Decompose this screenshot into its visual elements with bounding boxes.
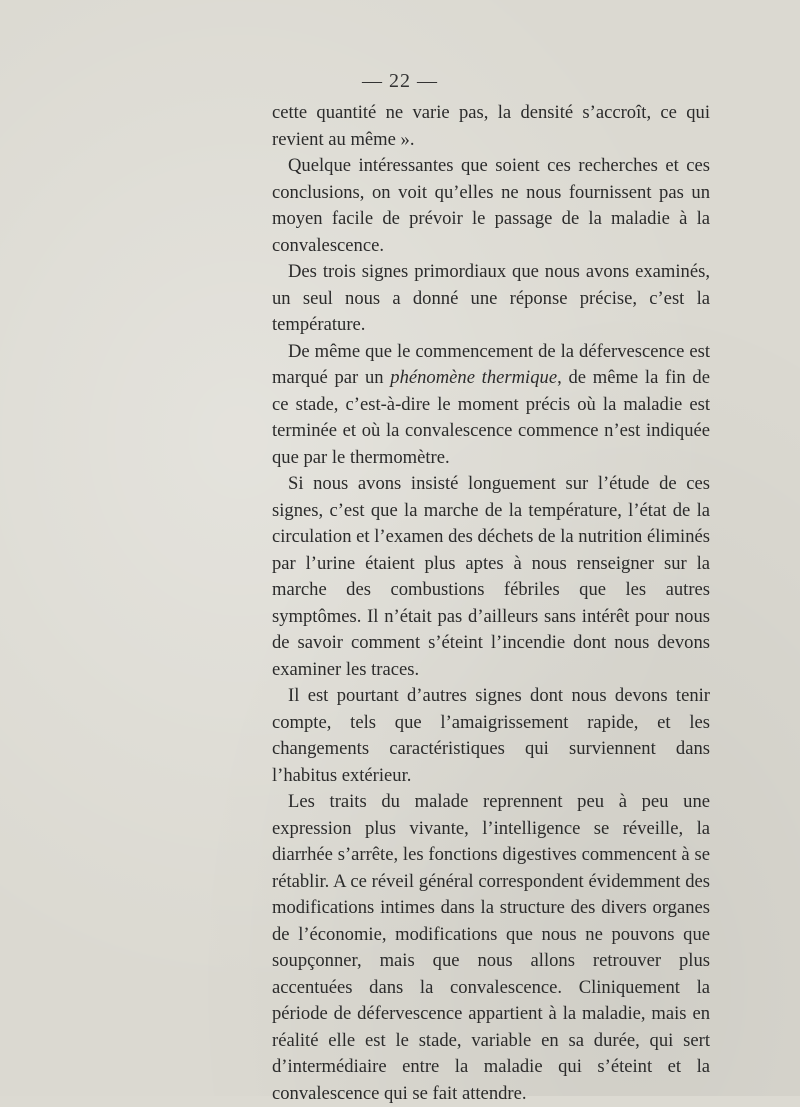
paragraph-3: Des trois signes primordiaux que nous avons examinés, un seul nous a donné une réponse précise, c’est la température. bbox=[272, 261, 710, 335]
paragraph-1-continuation: cette quantité ne varie pas, la densité s’accroît, ce qui revient au même ». bbox=[272, 102, 710, 150]
paragraph-4-after: , de même la fin de ce stade, c’est-à-dire le moment précis où la maladie est terminée et où la convalescence commence n’est indiquée que par le thermomètre. bbox=[272, 367, 710, 468]
body-text bbox=[272, 100, 710, 1107]
paragraph-6: Il est pourtant d’autres signes dont nous devons tenir compte, tels que l’amaigrissement rapide, et les changements caractéristiques qui surviennent dans l’habitus extérieur. bbox=[272, 685, 710, 786]
paragraph-5: Si nous avons insisté longuement sur l’étude de ces signes, c’est que la marche de la température, l’état de la circulation et l’examen des déchets de la nutrition éliminés par l’urine étaient plus aptes à nous renseigner sur la marche des combustions fébriles que les autres symptômes. Il n’était pas d’ailleurs sans intérêt pour nous de savoir comment s’éteint l’incendie dont nous devons examiner les traces. bbox=[272, 473, 710, 680]
page-number: — 22 — bbox=[362, 70, 438, 92]
paragraph-4-before: De même que le commencement de la défervescence est marqué par un bbox=[272, 340, 710, 388]
paragraph-7: Les traits du malade reprennent peu à peu une expression plus vivante, l’intelligence se réveille, la diarrhée s’arrête, les fonctions digestives commencent à se rétablir. A ce réveil général correspondent évidemment des modifications intimes dans la structure des divers organes de l’économie, modifications que nous ne pouvons que soupçonner, mais que nous allons retrouver plus accentuées dans la convalescence. Cliniquement la période de défervescence appartient à la maladie, mais en réalité elle est le stade, variable en sa durée, qui sert d’intermédiaire entre la maladie qui s’éteint et la convalescence qui se fait attendre. bbox=[272, 791, 710, 1104]
paragraph-4 bbox=[272, 339, 710, 472]
paragraph-2: Quelque intéressantes que soient ces recherches et ces conclusions, on voit qu’elles ne nous fournissent pas un moyen facile de prévoir le passage de la maladie à la convalescence. bbox=[272, 155, 710, 256]
paragraph-4-emphasis: phénomène thermique bbox=[390, 367, 558, 388]
